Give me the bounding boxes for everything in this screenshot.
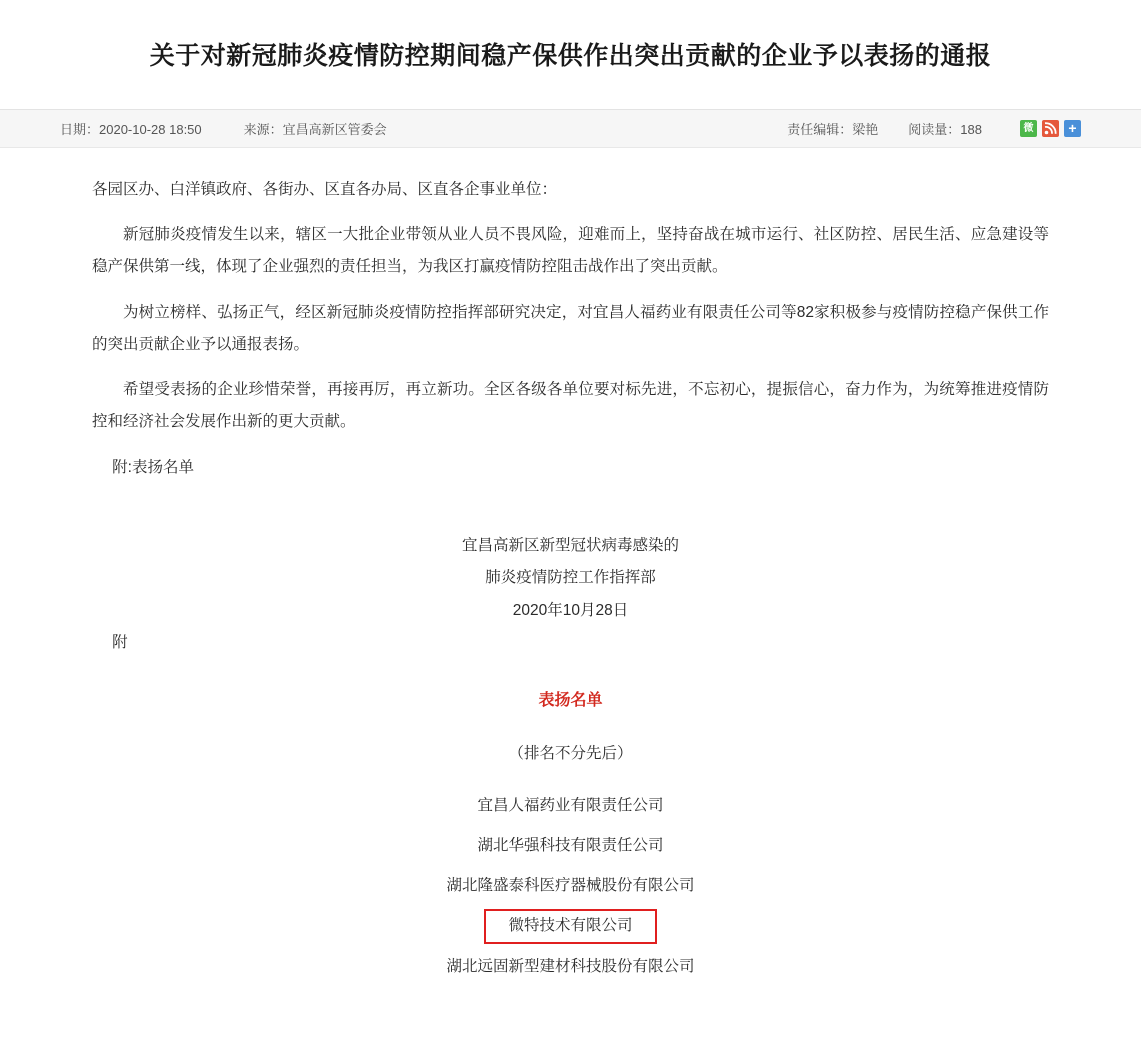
page-title: 关于对新冠肺炎疫情防控期间稳产保供作出突出贡献的企业予以表扬的通报 [149,41,992,70]
list-item: 宜昌人福药业有限责任公司 [477,796,664,814]
attachment-label: 附:表扬名单 [112,458,194,476]
list-item: 湖北远固新型建材科技股份有限公司 [446,957,695,975]
weibo-share-icon[interactable] [1042,120,1059,137]
more-share-icon[interactable] [1064,120,1081,137]
highlight-box: 微特技术有限公司 [484,909,656,944]
list-item: 湖北隆盛泰科医疗器械股份有限公司 [446,877,695,895]
article-meta-bar [0,110,1141,148]
signature-block [92,530,1049,628]
meta-left-group [60,119,387,138]
wechat-share-icon[interactable]: 微 [1020,120,1037,137]
signature-line-1: 宜昌高新区新型冠状病毒感染的 [461,536,679,554]
view-count: 阅读量：188 [908,121,982,137]
paragraph-3: 希望受表扬的企业珍惜荣誉，再接再厉，再立新功。全区各级各单位要对标先进，不忘初心，提振信心，奋力作为，为统筹推进疫情防控和经济社会发展作出新的更大贡献。 [92,381,1049,431]
article-source: 来源：宜昌高新区管委会 [243,121,387,137]
praise-list-note: （排名不分先后） [508,744,633,762]
salutation: 各园区办、白洋镇政府、各街办、区直各办局、区直各企事业单位： [92,180,558,198]
company-list [92,786,1049,987]
paragraph-1: 新冠肺炎疫情发生以来，辖区一大批企业带领从业人员不畏风险，迎难而上，坚持奋战在城市运行、社区防控、居民生活、应急建设等稳产保供第一线，体现了企业强烈的责任担当，为我区打赢疫情防控阻击战作出了突出贡献。 [92,226,1049,276]
title-section [0,0,1141,110]
share-icon-group [1020,120,1081,137]
attachment-mark: 附 [112,634,128,652]
article-editor: 责任编辑：梁艳 [787,121,879,137]
signature-line-2: 肺炎疫情防控工作指挥部 [485,569,656,587]
praise-list-title: 表扬名单 [538,692,603,710]
meta-right-group [787,119,1081,138]
signature-date: 2020年10月28日 [512,601,629,619]
publish-date: 日期：2020-10-28 18:50 [60,121,202,137]
list-item-highlighted [92,906,1049,946]
list-item: 湖北华强科技有限责任公司 [477,836,664,854]
paragraph-2: 为树立榜样、弘扬正气，经区新冠肺炎疫情防控指挥部研究决定，对宜昌人福药业有限责任公司等82家积极参与疫情防控稳产保供工作的突出贡献企业予以通报表扬。 [92,303,1049,353]
article-body [0,148,1141,988]
